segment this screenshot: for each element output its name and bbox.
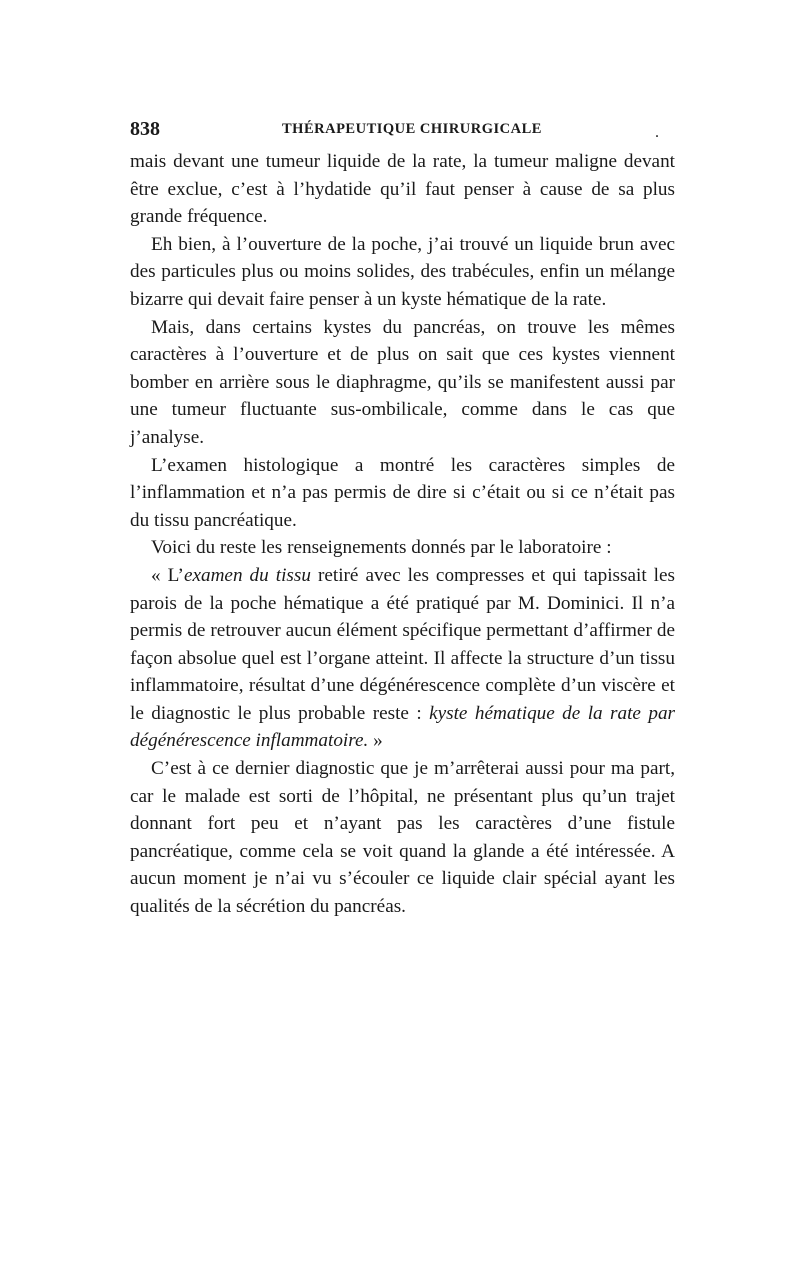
- page-header: [130, 118, 675, 142]
- quote-body: retiré avec les compresses et qui tapissait les parois de la poche hématique a été pratiqué par M. Dominici. Il n’a permis de retrouver aucun élément spécifique permettant d’affirmer de façon absolue quel est l’organe atteint. Il affecte la structure d’un tissu inflammatoire, résultat d’une dégénérescence complète d’un viscère et le diagnostic le plus probable reste :: [130, 564, 675, 724]
- quote-close: »: [368, 730, 383, 752]
- paragraph-conclusion: C’est à ce dernier diagnostic que je m’arrêterai aussi pour ma part, car le malade est sorti de l’hôpital, ne présentant plus qu’un trajet donnant fort peu et n’ayant pas les caractères d’une fistule pancréatique, comme cela se voit quand la glande a été intéressée. A aucun moment je n’ai vu s’écouler ce liquide clair spécial ayant les qualités de la sécrétion du pancréas.: [130, 758, 675, 918]
- paragraph-pancreas: Mais, dans certains kystes du pancréas, on trouve les mêmes caractères à l’ouverture et de plus on sait que ces kystes viennent bomber en arrière sous le diaphragme, qu’ils se manifestent aussi par une tumeur fluctuante sus-ombilicale, comme dans le cas que j’analyse.: [130, 316, 675, 448]
- quote-open: « L’: [151, 564, 184, 586]
- book-page: [130, 118, 675, 921]
- header-mark: .: [655, 124, 659, 141]
- quote-italic-diagnosis: kyste hématique de la rate par dégénérescence inflammatoire.: [130, 702, 676, 752]
- paragraph-ouverture: Eh bien, à l’ouverture de la poche, j’ai trouvé un liquide brun avec des particules plus ou moins solides, des trabécules, enfin un mélange bizarre qui devait faire penser à un kyste hématique de la rate.: [130, 233, 675, 310]
- quote-italic-start: examen du tissu: [183, 564, 311, 586]
- paragraph-histologique: L’examen histologique a montré les caractères simples de l’inflammation et n’a pas permis de dire si c’était ou si ce n’était pas du tissu pancréatique.: [130, 454, 675, 531]
- page-number: 838: [130, 118, 160, 140]
- running-title: THÉRAPEUTIQUE CHIRURGICALE: [282, 121, 542, 137]
- paragraph-continuation: mais devant une tumeur liquide de la rate, la tumeur maligne devant être exclue, c’est à l’hydatide qu’il faut penser à cause de sa plus grande fréquence.: [130, 151, 675, 228]
- paragraph-quotation: [130, 562, 675, 755]
- paragraph-laboratoire: Voici du reste les renseignements donnés par le laboratoire :: [151, 537, 612, 559]
- body-text: [130, 148, 675, 921]
